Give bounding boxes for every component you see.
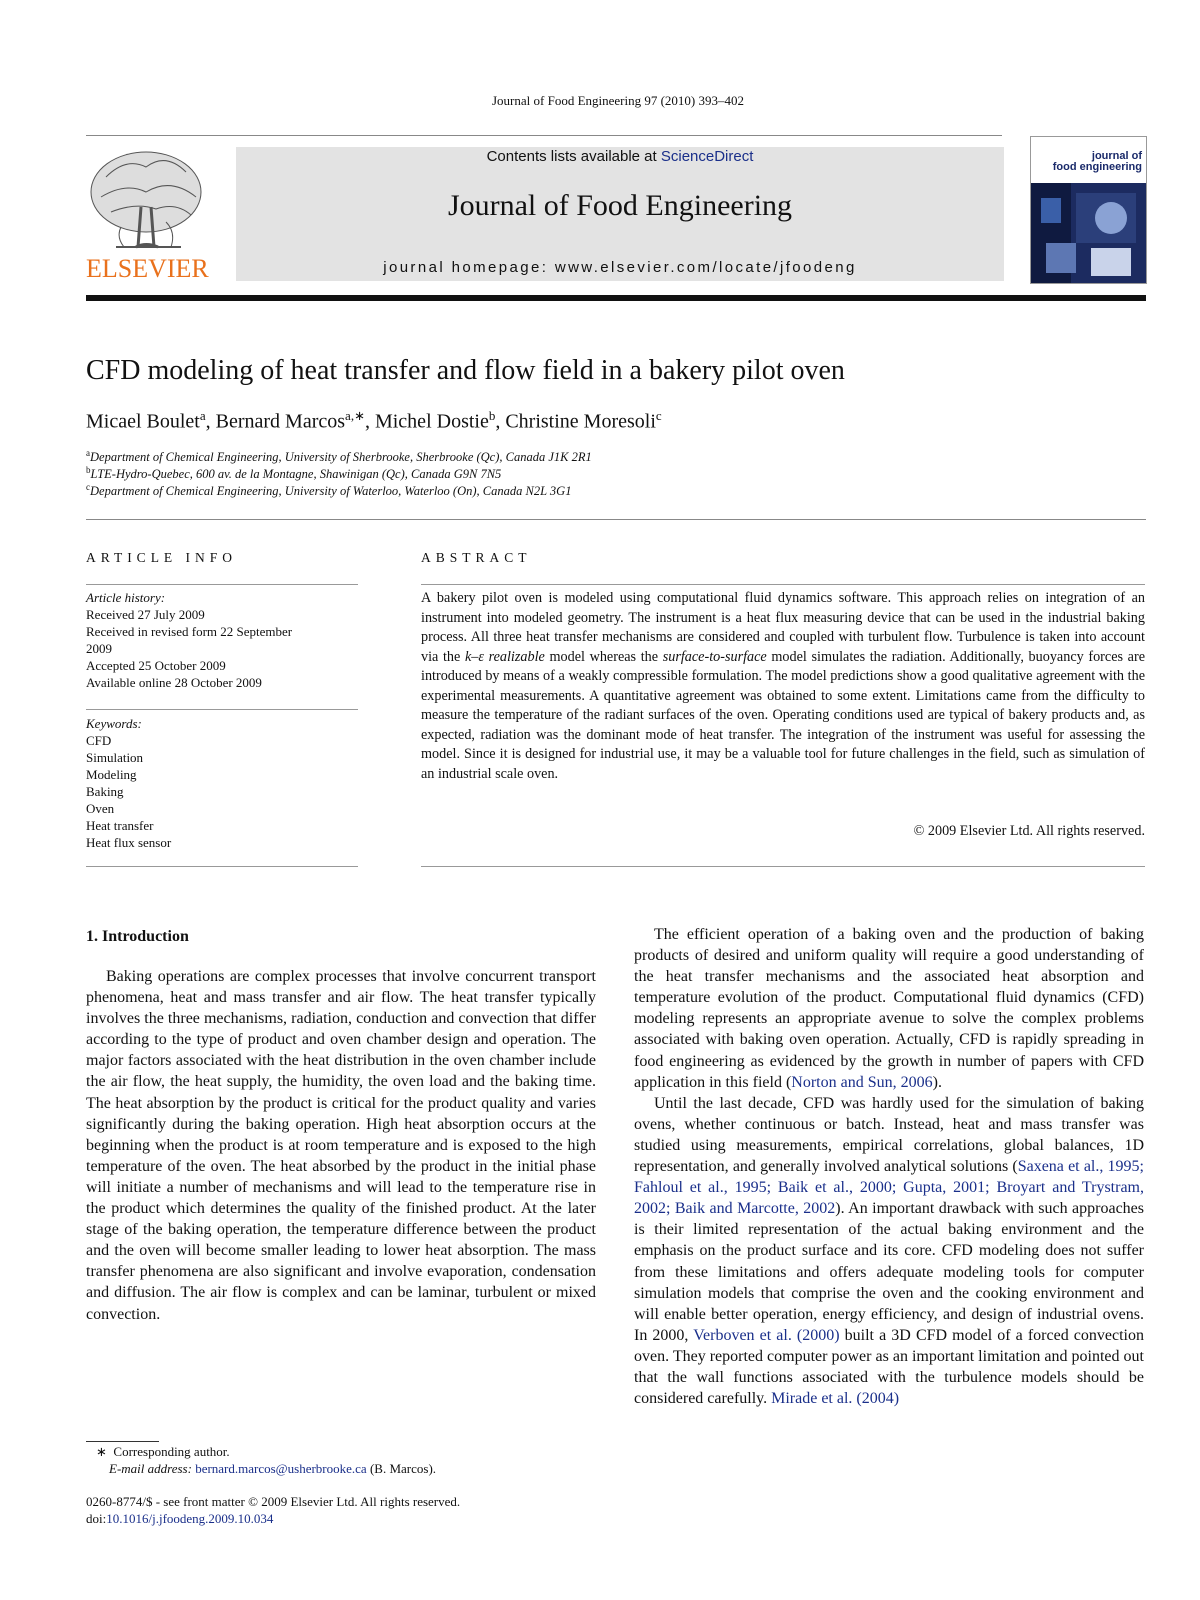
issn-line: 0260-8774/$ - see front matter © 2009 Elsevier Ltd. All rights reserved. <box>86 1494 461 1509</box>
affiliation: $^c$Department of Chemical Engineering, University of Waterloo, Waterloo (On), Canada N2L 3G1 <box>86 482 572 499</box>
email-link[interactable]: bernard.marcos@usherbrooke.ca <box>195 1461 367 1476</box>
elsevier-tree-icon <box>86 147 212 281</box>
abstract-body: A bakery pilot oven is modeled using computational fluid dynamics software. This approach relies on integration of an instrument into modeled geometry. The instrument is a heat flux measuring device that can be used in the industrial baking process. All three heat transfer mechanisms are considered and coupled with turbulent flow. Turbulence is taken into account via the k–ε realizable model whereas the surface-to-surface model simulates the radiation. Additionally, buoyancy forces are introduced by means of a weakly compressible formulation. The model predictions show a good qualitative agreement with the experimental measurements. A quantitative agreement was obtained to some extent. Limitations came from the difficulty to measure the temperature of the radiant surfaces of the oven. Operating conditions used are typical of bakery products and, as expected, radiation was the dominant mode of heat transfer. The integration of the instrument was useful for assessing the model. Since it is designed for industrial use, it may be a valuable tool for future challenges in the field, such as simulation of an industrial scale oven. <box>421 590 1145 782</box>
history-item: Accepted 25 October 2009 <box>86 658 226 673</box>
contents-prefix: Contents lists available at <box>486 148 661 165</box>
footnote-rule <box>86 1441 159 1442</box>
header-thick-rule <box>86 295 1146 301</box>
cover-art-icon <box>1031 183 1146 283</box>
footnote-mark: ∗ <box>96 1444 107 1459</box>
cover-title-line1: journal of <box>1091 150 1142 162</box>
abstract-heading: ABSTRACT <box>421 550 532 565</box>
article-title: CFD modeling of heat transfer and flow field in a bakery pilot oven <box>86 355 845 386</box>
history-item: Received 27 July 2009 <box>86 607 205 622</box>
article-info-heading: ARTICLE INFO <box>86 550 238 565</box>
abstract-bottom-rule <box>421 866 1145 867</box>
doi-link[interactable]: 10.1016/j.jfoodeng.2009.10.034 <box>106 1511 274 1526</box>
author-sup: b <box>488 408 496 423</box>
issn-footer <box>86 1493 460 1527</box>
affiliation: $^a$Department of Chemical Engineering, University of Sherbrooke, Sherbrooke (Qc), Canada J1K 2R1 <box>86 448 592 465</box>
elsevier-wordmark: ELSEVIER <box>86 254 209 281</box>
abstract-rule <box>421 584 1145 585</box>
journal-reference: Journal of Food Engineering 97 (2010) 393–402 <box>491 93 745 108</box>
paragraph: Until the last decade, CFD was hardly used for the simulation of baking ovens, whether continuous or batch. Instead, heat and mass transfer was studied using measurements, empirical correlations, global balances, 1D representation, and generally involved analytical solutions (Saxena et al., 1995; Fahloul et al., 1995; Baik et al., 2000; Gupta, 2001; Broyart and Trystram, 2002; Baik and Marcotte, 2002). An important drawback with such approaches is their limited representation of the actual baking environment and the emphasis on the product surface and its core. CFD modeling does not suffer from these limitations and offers adequate modeling tools for computer simulation models that comprise the oven and the cooking environment and will enable better operation, energy efficiency, and design of industrial ovens. In 2000, Verboven et al. (2000) built a 3D CFD model of a forced convection oven. They reported computer power as an important limitation and pointed out that the wall functions associated with the turbulence models should be considered carefully. Mirade et al. (2004) <box>634 1094 1145 1408</box>
body-column-left <box>86 966 596 1325</box>
affiliation: $^b$LTE-Hydro-Quebec, 600 av. de la Montagne, Shawinigan (Qc), Canada G9N 7N5 <box>86 465 502 482</box>
keywords-label: Keywords: <box>86 716 142 731</box>
history-item: 2009 <box>86 641 112 656</box>
doi-label: doi: <box>86 1511 107 1526</box>
author-name: Christine Moresoli <box>505 410 656 433</box>
history-item: Received in revised form 22 September <box>86 624 293 639</box>
journal-homepage[interactable]: journal homepage: www.elsevier.com/locate/jfoodeng <box>383 259 857 276</box>
email-label: E-mail address: <box>109 1461 196 1476</box>
paragraph: The efficient operation of a baking oven and the production of baking products of desired and uniform quality will require a good understanding of the heat transfer mechanisms and the associated heat absorption and temperature evolution of the product. Computational fluid dynamics (CFD) modeling represents an appropriate avenue to solve the complex problems associated with baking oven operation. Actually, CFD is rapidly spreading in food engineering as evidenced by the growth in number of papers with CFD application in this field (Norton and Sun, 2006). <box>634 926 1144 1091</box>
keyword: Oven <box>86 801 115 816</box>
article-info-bottom-rule <box>86 866 358 867</box>
author-sup: a <box>199 408 206 423</box>
keyword: Baking <box>86 784 124 799</box>
author-name: Micael Boulet <box>86 410 200 433</box>
author-sup[interactable]: a,∗ <box>345 408 365 423</box>
body-column-right <box>634 924 1144 1409</box>
contents-line <box>236 148 1004 165</box>
journal-cover-thumbnail <box>1030 136 1147 284</box>
section-rule <box>86 519 1146 520</box>
citation-link[interactable]: Mirade et al. (2004) <box>771 1390 900 1408</box>
author-name: Michel Dostie <box>374 410 489 433</box>
author-list: Micael Boulet$^a$, Bernard Marcos$^{a,∗}$, Michel Dostie$^b$, Christine Moresoli$^c$ <box>86 408 662 433</box>
author-sup: c <box>655 408 662 423</box>
keyword: Simulation <box>86 750 144 765</box>
footnote: ∗ Corresponding author. E-mail address: bernard.marcos@usherbrooke.ca (B. Marcos). <box>96 1444 437 1476</box>
paragraph: Baking operations are complex processes that involve concurrent transport phenomena, heat and mass transfer and air flow. The heat transfer typically involves the three mechanisms, radiation, conduction and convection that differ according to the type of product and oven chamber design and operation. The major factors associated with the heat distribution in the oven chamber include the air flow, the heat supply, the humidity, the oven load and the baking time. The heat absorption by the product is critical for the product quality and varies significantly during the baking operation. High heat absorption occurs at the beginning when the product is at room temperature and is exposed to the high temperature of the oven. The heat absorbed by the product in the initial phase will initiate a number of mechanisms and will lead to the temperature rise in the product which determines the quality of the finished product. At the later stage of the baking operation, the temperature difference between the product and the oven will become smaller leading to lower heat absorption. The mass transfer phenomena are also significant and involve evaporation, condensation and diffusion. The air flow is complex and can be laminar, turbulent or mixed convection. <box>86 968 596 1323</box>
article-info-rule <box>86 584 358 585</box>
citation-link[interactable]: Norton and Sun, 2006 <box>791 1073 933 1091</box>
history-label: Article history: <box>86 590 166 605</box>
cover-image <box>1031 183 1146 283</box>
citation-link[interactable]: Verboven et al. (2000) <box>693 1326 840 1344</box>
elsevier-logo <box>86 147 212 281</box>
header-rule <box>86 135 1002 136</box>
history-item: Available online 28 October 2009 <box>86 675 262 690</box>
keyword: CFD <box>86 733 112 748</box>
keyword: Heat flux sensor <box>86 835 172 850</box>
corresponding-author: Corresponding author. <box>113 1444 230 1459</box>
sciencedirect-link[interactable]: ScienceDirect <box>660 148 754 165</box>
cover-title <box>1042 151 1142 173</box>
journal-name: Journal of Food Engineering <box>447 189 793 222</box>
keyword: Heat transfer <box>86 818 154 833</box>
cover-title-line2: food engineering <box>1052 161 1142 173</box>
author-name: Bernard Marcos <box>215 410 346 433</box>
citation-link[interactable]: Saxena et al., 1995; Fahloul et al., 1995; Baik et al., 2000; Gupta, 2001; Broyart and Trystram, 2002; Baik and Marcotte, 2002 <box>634 1158 1144 1218</box>
section-heading: 1. Introduction <box>86 928 189 945</box>
keyword: Modeling <box>86 767 137 782</box>
abstract-copyright: © 2009 Elsevier Ltd. All rights reserved. <box>913 823 1145 839</box>
keywords-rule <box>86 709 358 710</box>
